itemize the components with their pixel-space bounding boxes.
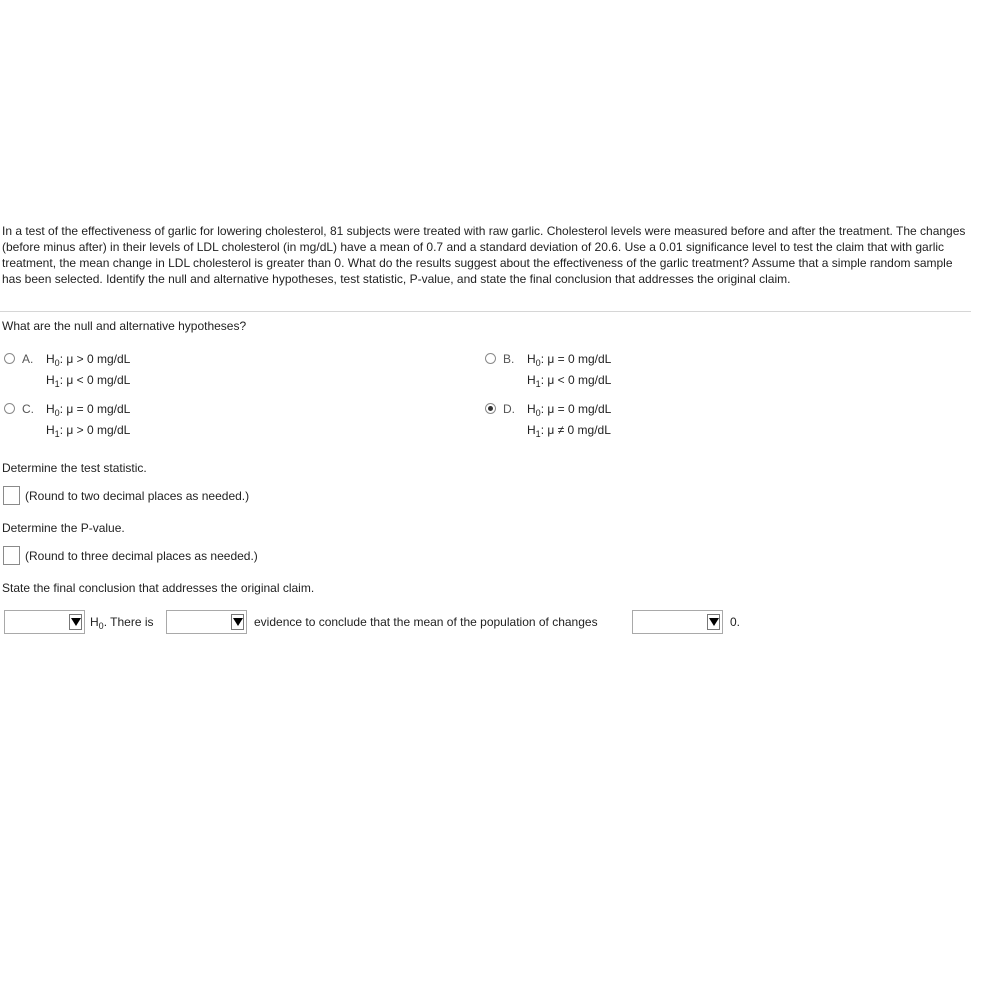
choice-b-alt-hypothesis: $H_1$: μ < 0 mg/dL bbox=[527, 373, 612, 389]
radio-b-icon[interactable] bbox=[485, 353, 496, 364]
choice-b[interactable] bbox=[485, 352, 785, 392]
dropdown-arrow-icon[interactable] bbox=[69, 614, 82, 630]
section-divider bbox=[0, 311, 971, 312]
hypotheses-question: What are the null and alternative hypotheses? bbox=[2, 319, 247, 333]
choice-d[interactable] bbox=[485, 402, 785, 442]
choice-d-alt-hypothesis: $H_1$: μ ≠ 0 mg/dL bbox=[527, 423, 611, 439]
comparison-operator-dropdown[interactable] bbox=[632, 610, 723, 634]
conclusion-h0-text: $H_0$. There is bbox=[90, 615, 154, 631]
choice-c-alt-hypothesis: $H_1$: μ > 0 mg/dL bbox=[46, 423, 131, 439]
choice-c[interactable] bbox=[4, 402, 304, 442]
conclusion-question: State the final conclusion that addresses the original claim. bbox=[2, 581, 315, 595]
radio-d-selected-icon[interactable] bbox=[485, 403, 496, 414]
p-value-question: Determine the P-value. bbox=[2, 521, 125, 535]
test-statistic-question: Determine the test statistic. bbox=[2, 461, 147, 475]
choice-a-null-hypothesis: $H_0$: μ > 0 mg/dL bbox=[46, 352, 131, 368]
choice-d-null-hypothesis: $H_0$: μ = 0 mg/dL bbox=[527, 402, 612, 418]
dropdown-arrow-icon[interactable] bbox=[231, 614, 244, 630]
test-statistic-input[interactable] bbox=[3, 486, 20, 505]
evidence-amount-dropdown[interactable] bbox=[166, 610, 247, 634]
problem-statement: In a test of the effectiveness of garlic for lowering cholesterol, 81 subjects were treated with raw garlic. Cholesterol levels were measured before and after the treatment. The changes (before minus after) in their levels of LDL cholesterol (in mg/dL) have a mean of 0.7 and a standard deviation of 20.6. Use a 0.01 significance level to test the claim that with garlic treatment, the mean change in LDL cholesterol is greater than 0. What do the results suggest about the effectiveness of the garlic treatment? Assume that a simple random sample has been selected. Identify the null and alternative hypotheses, test statistic, P-value, and state the final conclusion that addresses the original claim. bbox=[2, 224, 966, 286]
dropdown-arrow-icon[interactable] bbox=[707, 614, 720, 630]
choice-d-letter: D. bbox=[503, 402, 515, 416]
choice-a-letter: A. bbox=[22, 352, 34, 366]
p-value-input[interactable] bbox=[3, 546, 20, 565]
conclusion-middle-text: evidence to conclude that the mean of the population of changes bbox=[254, 615, 598, 629]
test-statistic-hint: (Round to two decimal places as needed.) bbox=[25, 489, 250, 503]
choice-b-null-hypothesis: $H_0$: μ = 0 mg/dL bbox=[527, 352, 612, 368]
conclusion-end-text: 0. bbox=[730, 615, 741, 629]
radio-c-icon[interactable] bbox=[4, 403, 15, 414]
choice-a[interactable] bbox=[4, 352, 304, 392]
choice-c-null-hypothesis: $H_0$: μ = 0 mg/dL bbox=[46, 402, 131, 418]
reject-decision-dropdown[interactable] bbox=[4, 610, 85, 634]
p-value-hint: (Round to three decimal places as needed.) bbox=[25, 549, 258, 563]
radio-a-icon[interactable] bbox=[4, 353, 15, 364]
choice-a-alt-hypothesis: $H_1$: μ < 0 mg/dL bbox=[46, 373, 131, 389]
choice-c-letter: C. bbox=[22, 402, 34, 416]
choice-b-letter: B. bbox=[503, 352, 515, 366]
